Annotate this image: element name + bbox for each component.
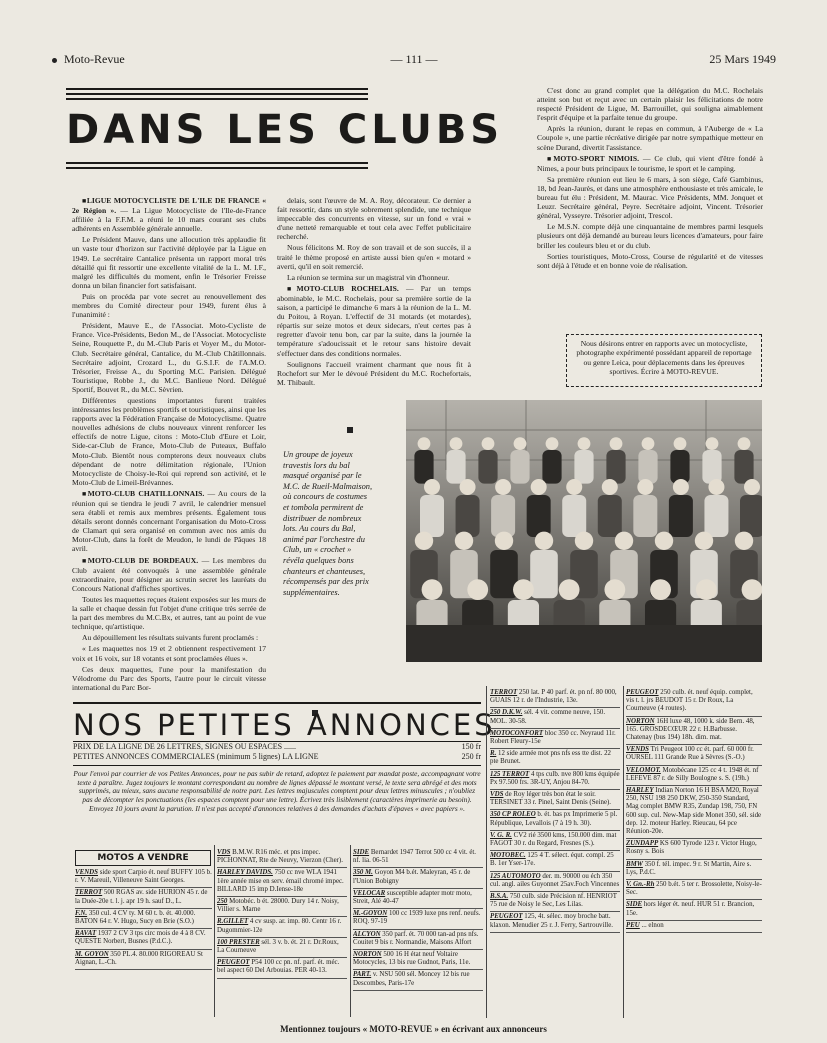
person-head [575, 532, 593, 550]
person-body [740, 495, 762, 537]
ad-text: P54 100 cc pn. nf. parf. ét. méc. bel aspect 60 Del Arbouias. PER 40-13. [217, 959, 340, 975]
ads-column-5 [626, 688, 762, 1018]
article-paragraph [537, 124, 763, 151]
ad-keyword: NORTON [626, 717, 655, 725]
ad-text: 250 lat. P 40 parf. ét. pn nf. 80 000, GUAIS 12 r. de l'Industrie, 13e. [490, 689, 617, 705]
price-label: PETITES ANNONCES COMMERCIALES (minimum 5 lignes) LA LIGNE [73, 751, 319, 761]
ad-keyword: NORTON [353, 951, 382, 959]
article-paragraph [277, 243, 471, 270]
column-divider [350, 845, 351, 1017]
ad-text: Bernardet 1947 Terrot 500 cc 4 vit. ét. nf. lia. 06-51 [353, 849, 477, 865]
paragraph-text: — Les membres du Club avaient été convoqués à une assemblée générale extraordinaire, pour désigner au scrutin secret les lauréats du Concours National d'affiches sportives. [72, 555, 266, 593]
person-head [637, 479, 653, 495]
classified-ad [490, 790, 620, 810]
classified-ad [490, 831, 620, 851]
ad-keyword: 250 [217, 898, 228, 906]
price-value: 150 fr [461, 742, 481, 751]
paragraph-text: Ces deux maquettes, l'une pour la manifestation du Vélodrome du Parc des Sports, l'autre pour le circuit vitesse international du Parc Bor- [72, 664, 266, 692]
person-head [615, 532, 633, 550]
person-body [633, 495, 657, 537]
classified-ad [490, 770, 620, 790]
article-paragraph [277, 196, 471, 241]
photo-caption: Un groupe de joyeux travestis lors du bal masqué organisé par le M.C. de Rueil-Malmaison, où concours de costumes et tombola permirent de distribuer de nombreux lots. Au cours du Bal, animé par l'orchestre du Club, un « crochet » révéla quelques bons chanteurs et chanteuses, récompensés par des prix supplémentaires. [283, 450, 373, 597]
ad-text: Motobéc. b ét. 28000. Dury 14 r. Noisy, Villier s. Marne [217, 898, 339, 914]
ad-keyword: 125 TERROT [490, 770, 530, 778]
ad-keyword: TERROT [75, 889, 103, 897]
ad-keyword: R.GILLET [217, 918, 249, 926]
person-head [602, 479, 618, 495]
ad-text: KS 600 Tyrode 123 r. Victor Hugo, Rosny s. Bois [626, 840, 757, 856]
classified-ad [217, 897, 347, 917]
ad-text: susceptible adapter motr moto, Streit, Alé 40-47 [353, 889, 472, 906]
classified-ad [217, 917, 347, 937]
person-head [706, 437, 719, 450]
ad-keyword: MOTOBEC. [490, 852, 526, 860]
article-column-1 [72, 196, 266, 696]
costume-ball-photo [406, 400, 762, 662]
person-head [566, 479, 582, 495]
person-head [415, 532, 433, 550]
ads-column-1 [75, 868, 212, 1018]
price-label: PRIX DE LA LIGNE DE 26 LETTRES, SIGNES OU ESPACES ...... [73, 742, 297, 751]
magazine-name: Moto-Revue [64, 52, 125, 66]
ad-keyword: B.S.A. [490, 893, 509, 901]
person-body [456, 495, 480, 537]
ad-text: CV2 rié 3500 kms, 150.000 dim. mat FAGOT 30 r. du Regard, Fresnes (S.). [490, 831, 617, 848]
ad-text: der. m. 90000 ou éch 350 cul. angl. ailes Guyonnet 25av.Foch Vincennes [490, 872, 620, 888]
ad-text: b. ét. bas px Imprimerie 5 pl. République, Levallois (7 à 19 h. 30). [490, 811, 618, 827]
ad-text: 4 tps culb. nve 800 kms équipée Px 97.500 frs. 3R-UY, Anjou 84-70. [490, 770, 620, 786]
classified-ad [490, 912, 620, 932]
person-head [467, 579, 488, 600]
person-head [735, 532, 753, 550]
classified-ad [75, 868, 212, 888]
ads-column-4 [490, 688, 620, 1018]
classifieds-rule [73, 765, 481, 766]
article-column-3 [537, 86, 763, 326]
person-head [531, 479, 547, 495]
article-paragraph [72, 489, 266, 554]
ad-keyword: V. G. R. [490, 831, 512, 839]
article-paragraph [277, 273, 471, 282]
article-paragraph [72, 196, 266, 233]
ad-text: 500 RGAS av. side HURION 45 r. de la Duée-20e t. l. j. apr 19 h. sauf D., L. [75, 889, 208, 905]
person-head [650, 579, 671, 600]
ad-keyword: RAVAT [75, 930, 97, 938]
ad-keyword: M. GOYON [75, 950, 109, 958]
section-title: DANS LES CLUBS [66, 107, 504, 153]
ad-text: sél. 4 vit. comme neuve, 150. MOL. 30-58. [490, 709, 606, 725]
classified-ad [490, 810, 620, 830]
ad-keyword: PEU [626, 921, 640, 929]
article-paragraph [537, 175, 763, 220]
ads-column-3 [353, 848, 483, 1018]
ad-keyword: SIDE [353, 849, 370, 856]
ad-keyword: PEUGEOT [626, 689, 659, 696]
price-value: 250 fr [461, 751, 481, 761]
page-header [52, 52, 776, 70]
ad-keyword: ALCYON [353, 930, 381, 938]
person-body [606, 450, 625, 484]
paragraph-text: Différentes questions importantes furent traitées intéressantes les problèmes sportifs et touristiques, ainsi que les rapports avec la Fédération Française de Motocyclisme. Quatre nouvelles adhésions de clubs nouveaux vinrent renforcer les effectifs de notre Ligue, citons : Moto-Club d'Eure et Loir, Side-car-Club de France, Moto-Club de Puteaux, Buffalo Moto-Club. Bientôt nous compterons deux nouveaux clubs dépendant de notre délimitation régionale, l'Union Motocycliste de Choisy-le-Roi qui reprend son activité, et le Moto-Club de Limeil-Brévannes. [72, 395, 266, 487]
ad-keyword: 350 M. [353, 869, 373, 877]
ad-keyword: VELOMOT. [626, 766, 661, 774]
article-paragraph [72, 235, 266, 290]
person-head [578, 437, 591, 450]
paragraph-text: « Les maquettes nos 19 et 2 obtiennent respectivement 17 voix et 16 voix, sur 18 votants et sont proclamées élues ». [72, 644, 266, 663]
ad-text: 250 culb. ét. neuf équip. complet, vis t. l. jrs BEUDOT 15 r. Dr Roux, La Courneuve (4 routes). [626, 689, 753, 713]
person-head [514, 437, 527, 450]
person-body [562, 495, 586, 537]
classified-ad [490, 708, 620, 728]
classified-ad [626, 766, 762, 786]
ad-text: 16H luxe 48, 1000 k. side Bern. 48, 165. GROSDECŒUR 22 r. H.Barbusse. Chatenay (bus 194) 18h. dim. mat. [626, 717, 755, 742]
paragraph-text: delais, sont l'œuvre de M. A. Roy, décorateur. Ce dernier a fait ressortir, dans un style sobrement splendide, une technique impeccable des concurrents en vitesse, sur un fond « vrai » d'une netteté remarquable et tout cela avec l'effet publicitaire recherché. [277, 196, 471, 242]
ad-keyword: R. [490, 750, 497, 758]
paragraph-text: Puis on procéda par vote secret au renouvellement des membres du Comité directeur pour 1949, furent élus à l'unanimité : [72, 291, 266, 320]
column-divider [623, 686, 624, 1018]
classified-ad [626, 839, 762, 859]
person-body [638, 450, 657, 484]
person-head [450, 437, 463, 450]
classified-ad [75, 888, 212, 908]
person-body [702, 450, 721, 484]
classified-ad [490, 688, 620, 708]
ad-text: 100 cc 1939 luxe pns renf. neufs. ROQ. 97-19 [353, 910, 481, 926]
ad-keyword: VELOCAR [353, 889, 386, 897]
classified-ad [490, 892, 620, 912]
person-body [446, 450, 465, 484]
person-head [610, 437, 623, 450]
ad-text: side sport Carpio ét. neuf BUFFY 105 b. r. V. Mareuil, Villeneuve Saint Georges. [75, 869, 212, 885]
price-table [73, 742, 481, 761]
classified-ad [217, 938, 347, 958]
classified-ad [353, 950, 483, 970]
classifieds-instructions: Pour l'envoi par courrier de vos Petites Annonces, pour ne pas subir de retard, adoptez le paiement par mandat poste, accompagnant votre texte à paraître. Jugez toujours le montant correspondant au nombre de lignes dépassé le montant versé, le texte sera abrégé et des mots supprimés, au mieux, sans aucune responsabilité de notre part. Les lettres majuscules comptent pour deux lettres minuscules ; n'oubliez pas de décompter les ponctuations (les espaces comptent pour une lettre). Écrivez très lisiblement (caractères imprimerie au besoin). Envoyez 10 jours avant la parution. Il n'est pas accepté d'annonces relatives à des demandes d'achats d'épaves « avec papiers ». [73, 769, 481, 813]
ad-text: Tri Peugeot 100 cc ét. parf. 60 000 fr. OURSEL 111 Grande Rue à Sèvres (S.-O.) [626, 746, 754, 762]
title-rule [66, 88, 368, 90]
ad-keyword: PEUGEOT [490, 913, 523, 921]
ad-text: ... elnon [639, 921, 664, 929]
ad-text: 125, 4t. sélec. moy broche batt. klaxon. Menudier 25 r. J. Ferry, Sartrouville. [490, 913, 613, 929]
ad-keyword: MOTOCONFORT [490, 729, 544, 737]
paragraph-text: — La Ligue Motocycliste de l'Ile-de-France affiliée à la F.F.M. a réuni le 10 mars courant ses clubs adhérents en Assemblée générale annuelle. [72, 206, 266, 234]
ad-text: hors léger ét. neuf. HUR 51 r. Brancion, 15e. [626, 901, 755, 917]
page-number: — 111 — [390, 52, 438, 66]
person-head [708, 479, 724, 495]
club-heading: ■ LIGUE MOTOCYCLISTE DE L'ILE DE FRANCE « 2e Région ». [72, 196, 266, 215]
classified-ad [490, 749, 620, 769]
classified-ad [490, 872, 620, 892]
ad-keyword: VENDS [75, 869, 98, 876]
classifieds-rule [73, 702, 481, 704]
ad-keyword: VDS [217, 849, 231, 856]
classified-ad [353, 848, 483, 868]
person-body [527, 495, 551, 537]
ad-text: 12 side armée mot pns nfs ess tte dist. 22 pte Brunet. [490, 750, 611, 766]
article-paragraph [72, 396, 266, 487]
person-head [738, 437, 751, 450]
column-divider [214, 845, 215, 1017]
square-bullet [347, 427, 353, 433]
issue-date: 25 Mars 1949 [709, 52, 776, 66]
ad-text: 500 16 H état neuf Voltaire Motocycles, 13 bis rue Gudnot, Paris, 11e. [353, 951, 471, 967]
person-head [422, 579, 443, 600]
ad-text: 250 b.ét. 5 ter r. Brossolette, Noisy-le-Sec. [626, 881, 762, 897]
classified-ad [626, 688, 762, 717]
paragraph-text: Nous félicitons M. Roy de son travail et de son succès, il a traité le thème proposé en artiste aussi bien qu'en « motard » averti, qu'il en soit remercié. [277, 243, 471, 271]
classified-ad [626, 900, 762, 920]
price-row [73, 752, 481, 762]
article-paragraph [72, 665, 266, 692]
paragraph-text: C'est donc au grand complet que la délégation du M.C. Rochelais atteint son but et reçut avec un certain plaisir les félicitations de notre respecté Président de Ligue, M. Barrouillet, qui souligna aimablement l'esprit d'équipe et la parfaite tenue du groupe. [537, 86, 763, 123]
classified-ad [490, 729, 620, 749]
classified-ad [626, 786, 762, 839]
group-photo [406, 400, 762, 662]
person-head [696, 579, 717, 600]
person-body [704, 495, 728, 537]
ad-text: Motobécane 125 cc 4 t. 1948 ét. nf LEFEVE 87 r. de Silly Boulogne s. S. (19h.) [626, 766, 759, 782]
person-body [734, 450, 753, 484]
classified-ad [626, 745, 762, 765]
person-head [535, 532, 553, 550]
article-paragraph [537, 222, 763, 249]
person-head [495, 532, 513, 550]
footer-note: Mentionnez toujours « MOTO-REVUE » en écrivant aux annonceurs [280, 1024, 547, 1034]
person-head [546, 437, 559, 450]
ad-keyword: 350 CP ROLEO [490, 811, 536, 819]
classified-ad [75, 909, 212, 929]
classified-ad [353, 930, 483, 950]
ad-keyword: PEUGEOT [217, 959, 250, 967]
person-head [424, 479, 440, 495]
paragraph-text: Le Président Mauve, dans une allocution très applaudie fit un vaste tour d'horizon sur l'activité déployée par la Ligue en 1949. Le secrétaire Cantalice présenta un rapport moral très détaillé qui fit ressortir une excellente vitalité de la L. M. I.F., malgré les difficultés du moment, enfin le Trésorier Freisse donna un bilan financier fort satisfaisant. [72, 235, 266, 290]
ad-keyword: F.N. [75, 909, 88, 917]
person-head [513, 579, 534, 600]
paragraph-text: Au dépouillement les résultats suivants furent proclamés : [82, 633, 259, 643]
ad-text: B.M.W. R16 méc. et pns impec. PICHONNAT, Rte de Neuvy, Vierzon (Cher). [217, 849, 343, 865]
column-divider [486, 686, 487, 1018]
article-paragraph [72, 633, 266, 642]
classified-ad [353, 970, 483, 990]
ad-keyword: VENDS [626, 746, 649, 754]
person-body [542, 450, 561, 484]
article-paragraph [537, 86, 763, 122]
classified-ad [217, 848, 347, 868]
title-rule [66, 167, 368, 169]
ad-text: de Roy léger très bon état le soir. TERSINET 33 r. Pinel, Saint Denis (Seine). [490, 791, 612, 807]
title-rule [66, 93, 368, 95]
classified-ad [353, 868, 483, 888]
person-head [418, 437, 431, 450]
person-head [655, 532, 673, 550]
ad-text: 350 PL.4. 80.000 RIGOREAU St Aignan, L.-Ch. [75, 950, 203, 966]
article-paragraph [72, 556, 266, 593]
classified-ad [217, 868, 347, 897]
ad-keyword: SIDE [626, 901, 643, 909]
classified-ad [490, 851, 620, 871]
classified-ad [217, 958, 347, 978]
ad-keyword: HARLEY DAVIDS. [217, 869, 273, 877]
article-paragraph [277, 284, 471, 358]
person-head [460, 479, 476, 495]
person-body [669, 495, 693, 537]
ad-text: 1937 2 CV 3 tps circ mois de 4 à 8 CV. QUESTE Norbert, Busnes (P.d.C.). [75, 930, 206, 946]
classifieds-title: NOS PETITES ANNONCES [73, 708, 496, 742]
paragraph-text: Sorties touristiques, Moto-Cross, Course de régularité et de vitesses sont déjà à l'étude et en bonne voie de réalisation. [537, 251, 763, 270]
paragraph-text: Soulignons l'accueil vraiment charmant que nous fit à Rochefort sur Mer le dévoué Président du M.C. Rochefortais, M. Thibault. [277, 359, 471, 387]
ad-text: Indian Norton 16 H BSA M20, Royal 250, NSU 198 250 DKW, 250-350 Standard, Mag complet BMW R35, Zundap 198, 750, FN 600 sup. cul. New-Map side Monet 350, sél. side dep. 12. moteur Harley. Rieucau, 64 pce Réunion-20e. [626, 787, 762, 836]
ad-text: 350 f. tél. impec. 9 r. St Martin, Aire s. Lys, P.d.C. [626, 860, 752, 876]
title-rule [66, 162, 368, 164]
person-head [455, 532, 473, 550]
person-body [670, 450, 689, 484]
article-paragraph [537, 154, 763, 173]
classified-ad [75, 929, 212, 949]
classified-ad [626, 921, 762, 933]
person-body [478, 450, 497, 484]
paragraph-text: — Au cours de la réunion qui se tiendra le jeudi 7 avril, le calendrier mensuel sera établi et remis aux membres présents. Également tous détails seront donnés concernant l'organisation du Moto-Cross de Clamart qui sera organisé en commun avec nos amis du Motor-Club, dans la forêt de Meudon, le lundi de Pâques 18 avril. [72, 488, 266, 554]
classified-ad [75, 950, 212, 970]
ad-text: 750 culb. side Précision nf. HENRIOT 75 rue de Noisy le Sec, Les Lilas. [490, 893, 617, 909]
paragraph-text: Président, Mauve E., de l'Associat. Moto-Cycliste de France. Vice-Présidents, Bedon M., de l'Associat. Motocycliste Seine, Rouquette P., du M.-Club Paris et Voyer M., du Motor-Club. Secrétaire général, Cantalice, du M.-Club Châtillonnais. Secrétaire adjoint, Crozard L., du G.S.I.F. de l'A.M.O. Trésorier, Freisse A., du Sporting M.C. Parisien. Délégué Touristique, Robbe J., du M.C. Banlieue Nord. Délégué Sportif, Bouvet R., du M.C. Sèvrien. [72, 321, 266, 394]
ad-keyword: PART. [353, 971, 372, 979]
article-paragraph [277, 360, 471, 387]
person-head [695, 532, 713, 550]
ad-keyword: ZUNDAPP [626, 840, 659, 848]
person-body [414, 450, 433, 484]
for-sale-heading: MOTOS A VENDRE [75, 850, 211, 866]
ad-keyword: 125 AUTOMOTO [490, 872, 541, 880]
club-heading: ■ MOTO-CLUB CHATILLONNAIS. [82, 489, 204, 498]
article-paragraph [72, 321, 266, 394]
article-column-2 [277, 196, 471, 408]
paragraph-text: Le M.S.N. compte déjà une cinquantaine de membres parmi lesquels plusieurs ont déjà demandé au bureau leurs licences d'amateurs, pour faire briller les couleurs bleu et or du club. [537, 222, 763, 250]
ad-text: 750 cc nve WLA 1941 1ère année mise en serv. émail chromé impec. BILLARD 15 imp D.Iense-18e [217, 869, 344, 893]
paragraph-text: Après la réunion, durant le repas en commun, à l'Auberge de « La Coupole », une partie récréative dirigée par notre sympathique metteur en scène Durand, divertit l'assistance. [537, 124, 763, 152]
person-body [491, 495, 515, 537]
paragraph-text: — Par un temps abominable, le M.C. Rochelais, pour sa première sortie de la saison, a participé le dimanche 6 mars à la réunion de la L. M. du Poitou, à Royan. L'effectif de 31 motards (et motardes), répartis sur seize motos et deux sidecars, n'eut certes pas à regretter d'avoir tenu bon, car par la suite, dans la journée la température s'adoucissait et le retour sans histoire devait s'effectuer dans des conditions normales. [277, 283, 471, 358]
ad-keyword: BMW [626, 860, 643, 868]
article-paragraph [72, 644, 266, 662]
ad-text: v. NSU 500 sél. Moncey 12 bis rue Descombes, Paris-17e [353, 971, 470, 987]
paragraph-text: La réunion se termina sur un magistral vin d'honneur. [287, 272, 450, 282]
wanted-photographer-notice: Nous désirons entrer en rapports avec un motocycliste, photographe expérimenté possédant appareil de reportage ou genre Leica, pour déplacements dans les épreuves sportives. Écrire à MOTO-REVUE. [566, 334, 762, 387]
classified-ad [626, 880, 762, 900]
ad-text: sél. 3 v. b. ét. 21 r. Dr.Roux, La Courneuve [217, 938, 339, 955]
paragraph-text: Sa première réunion eut lieu le 6 mars, à son siège, Café Gambinus, 18, bd Jean-Jaurès, et dans une atmosphère enthousiaste et très amicale, le bureau fut élu : Président, M. Maurac. Vice Présidents, MM. Jonquet et Leuzr. Secrétaire général, Peyre. Secrétaire adjoint, Vincent. Trésorier général, Vysseyre. Trésorier adjoint, Trescol. [537, 174, 763, 221]
price-row [73, 742, 481, 752]
person-head [642, 437, 655, 450]
club-heading: ■ MOTO-CLUB ROCHELAIS. [287, 284, 399, 293]
classified-ad [353, 909, 483, 929]
person-head [742, 579, 762, 600]
ad-keyword: 100 PRESTER [217, 938, 260, 946]
club-heading: ■ MOTO-SPORT NIMOIS. [547, 154, 639, 163]
title-rule [66, 98, 368, 100]
paragraph-text: Toutes les maquettes reçues étaient exposées sur les murs de la salle et chaque dessin fut l'objet d'une critique très serrée de la part des membres du M.C.Bx, et autres, tant au point de vue technique, qu'artistique. [72, 594, 266, 632]
ad-keyword: HARLEY [626, 787, 654, 795]
ad-text: 350 parf. ét. 70 000 tan-ad pns nfs. Couitet 9 bis r. Normandie, Maisons Alfort [353, 930, 479, 946]
person-body [598, 495, 622, 537]
person-head [495, 479, 511, 495]
person-head [673, 479, 689, 495]
ad-keyword: M.-GOYON [353, 910, 388, 918]
club-heading: ■ MOTO-CLUB DE BORDEAUX. [82, 556, 198, 565]
ad-keyword: TERROT [490, 689, 518, 696]
ad-keyword: V. Gn.-Rh [626, 881, 655, 889]
article-paragraph [72, 292, 266, 319]
ad-text: bloc 350 cc. Neyraud 11r. Robert Fleury-15e [490, 729, 616, 746]
classified-ad [626, 860, 762, 880]
person-head [744, 479, 760, 495]
person-head [559, 579, 580, 600]
ad-text: 350 cul. 4 CV ty. M 60 t. b. ét. 40.000. BATON 64 r. V. Hugo, Sucy en Brie (S.O.) [75, 909, 196, 926]
ad-text: 4 cv susp. ar. imp. 80. Centr 16 r. Dugommier-12e [217, 918, 342, 934]
person-body [510, 450, 529, 484]
person-head [482, 437, 495, 450]
paragraph-text: — Ce club, qui vient d'être fondé à Nimes, a pour buts principaux le tourisme, le sport et le camping. [537, 153, 763, 173]
article-paragraph [72, 595, 266, 631]
ad-text: 125 4 T. sélect. équt. compl. 25 B. 1er Yser-17e. [490, 852, 614, 868]
person-body [574, 450, 593, 484]
person-body [530, 550, 558, 598]
ad-keyword: 250 D.K.W. [490, 709, 523, 717]
person-body [420, 495, 444, 537]
ad-keyword: VDS [490, 791, 504, 799]
person-head [674, 437, 687, 450]
ad-text: Goyon M4 b.ét. Maleyran, 45 r. de l'Union Bobigny [353, 869, 471, 885]
article-paragraph [537, 252, 763, 270]
classified-ad [353, 889, 483, 909]
ads-column-2 [217, 848, 347, 1018]
person-head [604, 579, 625, 600]
classified-ad [626, 717, 762, 746]
